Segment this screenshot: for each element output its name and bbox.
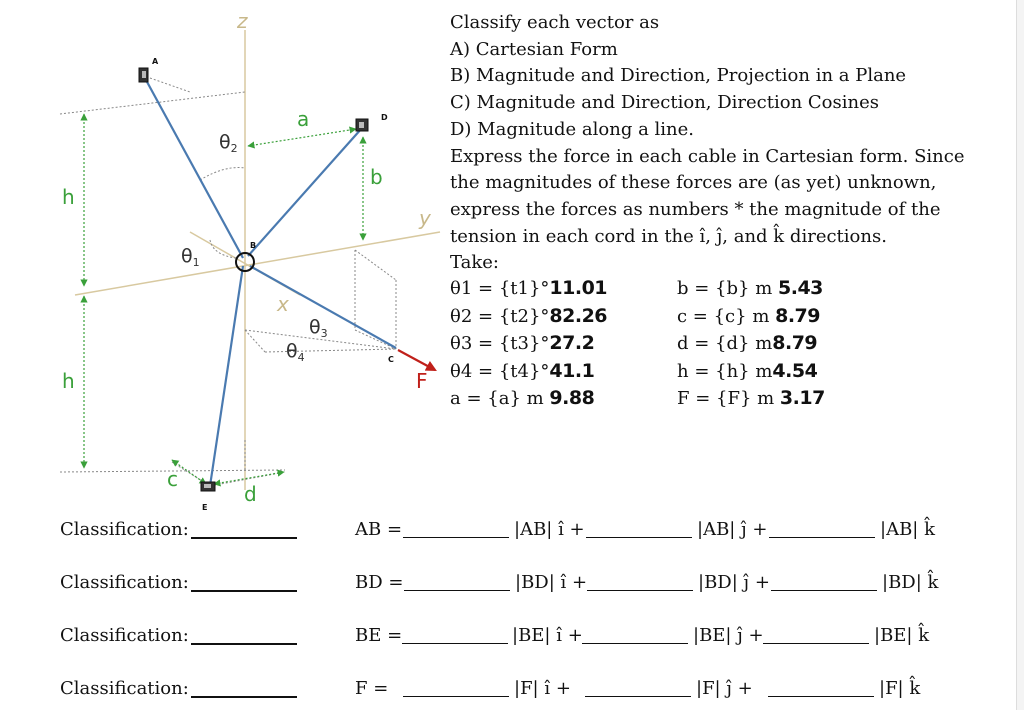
j-term-label: |BE| ĵ +: [693, 625, 764, 646]
vector-label: BE =: [355, 625, 403, 646]
j-term-label: |BD| ĵ +: [698, 572, 770, 593]
value-row: [450, 303, 970, 331]
vector-label: BD =: [355, 572, 404, 593]
instruction-line: tension in each cord in the î, ĵ, and k̂ directions.: [450, 225, 887, 247]
vector-label: F =: [355, 678, 389, 699]
question-row-ab: [0, 519, 1024, 547]
classification-blank[interactable]: [191, 625, 297, 645]
k-component-blank[interactable]: [768, 678, 874, 697]
point-a-label: A: [152, 57, 159, 66]
i-term-label: |BD| î +: [515, 572, 588, 593]
theta3-label: $\theta_3$: [309, 316, 328, 340]
k-term-label: |BD| k̂: [882, 572, 939, 593]
classification-label: Classification:: [60, 625, 189, 646]
dim-b-label: b: [370, 165, 383, 189]
handwritten-value: 5.43: [778, 277, 823, 299]
value-row: [450, 330, 970, 358]
anchor-d-icon: [356, 119, 368, 131]
instruction-line: B) Magnitude and Direction, Projection in a Plane: [450, 65, 907, 87]
given-label: θ3 = {t3}°: [450, 333, 550, 354]
cable-bd: [248, 128, 362, 256]
dim-c-label: c: [167, 467, 178, 491]
theta4-label: $\theta_4$: [286, 340, 305, 364]
handwritten-value: 8.79: [772, 332, 818, 354]
j-component-blank[interactable]: [586, 519, 692, 538]
i-term-label: |F| î +: [514, 678, 571, 699]
axes: [75, 30, 440, 490]
dim-h-bottom-label: h: [62, 369, 75, 393]
i-component-blank[interactable]: [402, 625, 508, 644]
j-term-label: |F| ĵ +: [696, 678, 753, 699]
classification-blank[interactable]: [191, 678, 297, 698]
question-row-be: [0, 625, 1024, 653]
force-label: F: [416, 369, 428, 393]
i-component-blank[interactable]: [403, 678, 509, 697]
anchor-e-icon: [201, 482, 215, 491]
j-component-blank[interactable]: [582, 625, 688, 644]
dim-h-top-label: h: [62, 185, 75, 209]
instruction-line: C) Magnitude and Direction, Direction Cosines: [450, 92, 879, 114]
scrollbar-edge: [1016, 0, 1024, 710]
given-label: θ2 = {t2}°: [450, 305, 550, 327]
given-label: b = {b} m: [677, 278, 778, 299]
instructions: [450, 10, 965, 277]
j-component-blank[interactable]: [585, 678, 691, 697]
handwritten-value: 9.88: [549, 387, 595, 409]
point-d-label: D: [381, 113, 388, 122]
a-dim: [248, 129, 356, 146]
handwritten-value: 82.26: [549, 304, 608, 327]
handwritten-value: 3.17: [779, 387, 825, 409]
k-component-blank[interactable]: [769, 519, 875, 538]
handwritten-value: 8.79: [775, 304, 820, 327]
i-component-blank[interactable]: [403, 519, 509, 538]
k-term-label: |BE| k̂: [874, 625, 930, 646]
classification-label: Classification:: [60, 678, 189, 699]
i-term-label: |AB| î +: [514, 519, 585, 540]
handwritten-value: 11.01: [549, 277, 608, 299]
x-axis-label: x: [277, 292, 289, 316]
j-term-label: |AB| ĵ +: [697, 519, 768, 540]
vector-label: AB =: [355, 519, 403, 540]
k-term-label: |F| k̂: [879, 678, 921, 699]
instruction-line: express the forces as numbers * the magnitude of the: [450, 198, 941, 220]
cable-be: [210, 266, 243, 486]
k-component-blank[interactable]: [771, 572, 877, 591]
instruction-line: Express the force in each cable in Cartesian form. Since: [450, 145, 965, 167]
given-label: h = {h} m: [677, 360, 773, 382]
given-label: c = {c} m: [677, 305, 776, 327]
i-term-label: |BE| î +: [512, 625, 583, 646]
question-row-f: [0, 678, 1024, 706]
theta2-label: $\theta_2$: [219, 131, 238, 155]
instruction-line: Classify each vector as: [450, 12, 660, 33]
value-row: [450, 275, 970, 303]
given-label: d = {d} m: [677, 333, 773, 354]
i-component-blank[interactable]: [404, 572, 510, 591]
classification-label: Classification:: [60, 519, 189, 540]
classification-label: Classification:: [60, 572, 189, 593]
y-axis-label: y: [419, 206, 431, 230]
z-axis-label: z: [237, 9, 248, 33]
point-c-label: C: [388, 355, 394, 364]
value-row: [450, 358, 970, 386]
point-b-label: B: [250, 241, 257, 250]
anchor-a-icon: [139, 68, 148, 82]
k-term-label: |AB| k̂: [880, 519, 935, 540]
classification-blank[interactable]: [191, 519, 297, 539]
dim-a-label: a: [297, 107, 310, 131]
force-arrow: [398, 350, 435, 370]
given-values: [450, 275, 970, 413]
theta1-label: $\theta_1$: [181, 245, 200, 269]
question-row-bd: [0, 572, 1024, 600]
cable-ab: [146, 80, 243, 258]
j-component-blank[interactable]: [587, 572, 693, 591]
point-e-label: E: [202, 503, 208, 512]
given-label: θ1 = {t1}°: [450, 278, 550, 299]
y-axis: [75, 232, 440, 295]
instruction-line: D) Magnitude along a line.: [450, 118, 695, 140]
value-row: [450, 385, 970, 413]
given-label: θ4 = {t4}°: [450, 360, 550, 382]
instruction-line: A) Cartesian Form: [450, 38, 618, 60]
cable-diagram: [0, 0, 445, 515]
handwritten-value: 4.54: [772, 359, 818, 382]
dim-d-label: d: [244, 482, 257, 506]
given-label: a = {a} m: [450, 388, 550, 409]
instruction-line: Take:: [450, 252, 499, 274]
cables: [146, 80, 396, 486]
k-component-blank[interactable]: [763, 625, 869, 644]
given-label: F = {F} m: [677, 388, 780, 409]
handwritten-value: 41.1: [549, 359, 595, 382]
handwritten-value: 27.2: [549, 332, 595, 354]
classification-blank[interactable]: [191, 572, 297, 592]
instruction-line: the magnitudes of these forces are (as yet) unknown,: [450, 172, 937, 194]
